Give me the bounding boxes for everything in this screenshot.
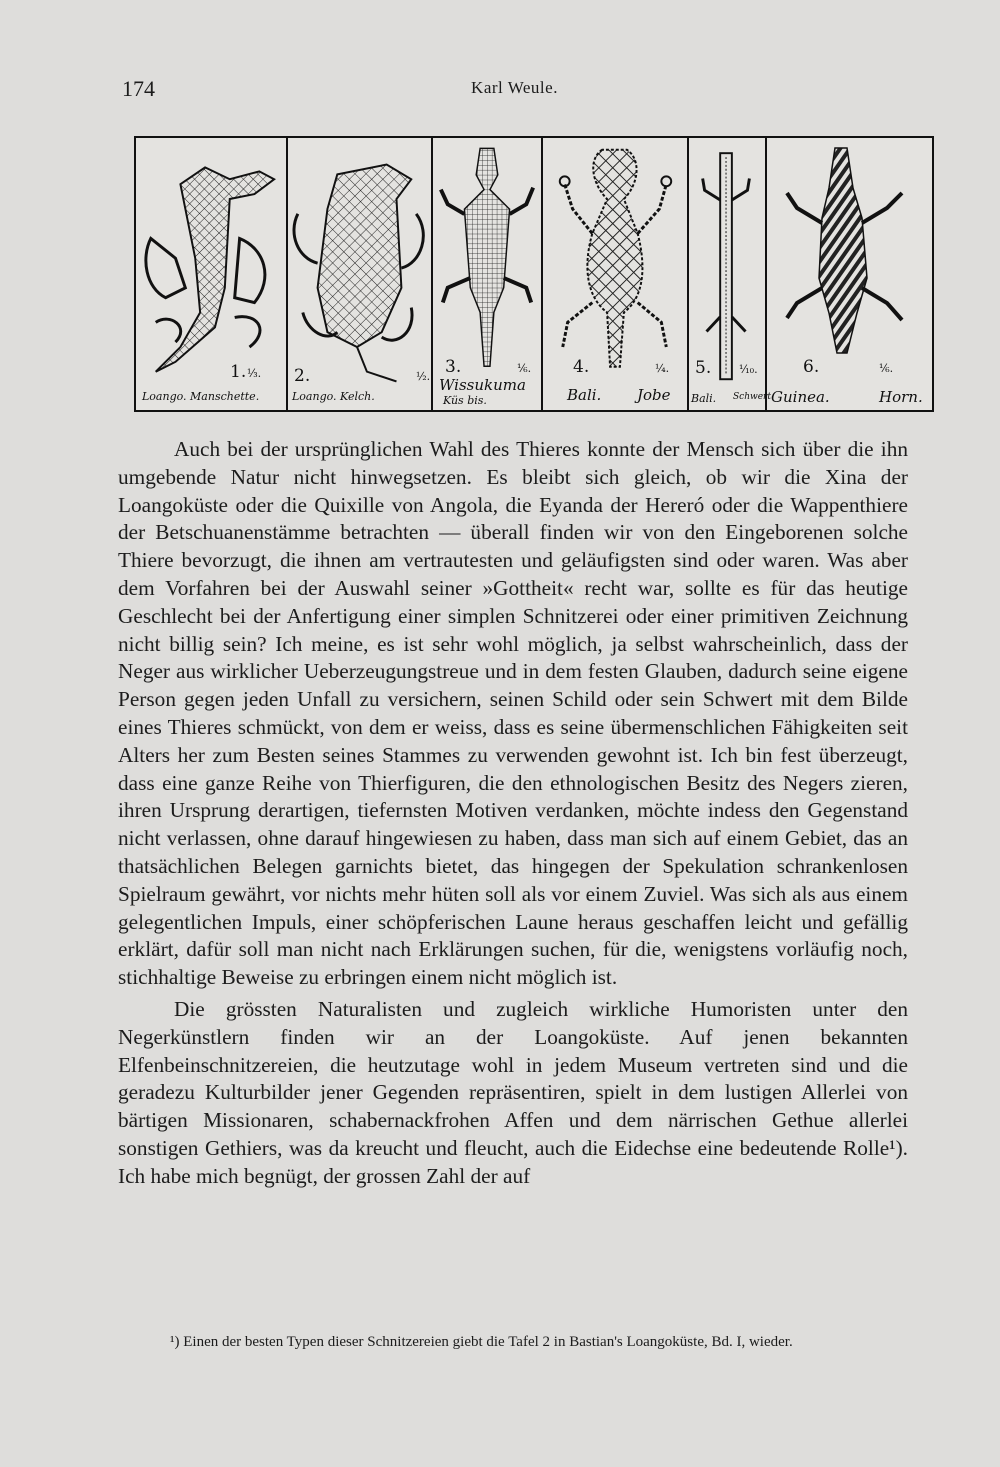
panel-3-scale: ⅙. [517,362,532,375]
paragraph-1: Auch bei der ursprünglichen Wahl des Thieres konnte der Mensch sich über die ihn umgebende Natur nicht hinwegsetzen. Es bleibt sich gleich, ob wir die Xina der Loangoküste oder die Quixille von Angola, die Eyanda der Hereró oder die Wappenthiere der Betschuanenstämme betrachten — überall finden wir von den Eingeborenen solche Thiere bevorzugt, die ihnen am vertrautesten und geläufigsten sind oder waren. Was aber dem Vorfahren bei der Auswahl seiner »Gottheit« recht war, sollte es für das heutige Geschlecht bei der Anfertigung einer simplen Schnitzerei oder einer primitiven Zeichnung nicht billig sein? Ich meine, es ist sehr wohl möglich, ja selbst wahrscheinlich, dass der Neger aus wirklicher Ueberzeugungstreue und in dem festen Glauben, dadurch seine eigene Person gegen jeden Unfall zu versichern, seinen Schild oder sein Schwert mit dem Bilde eines Thieres schmückt, von dem er weiss, dass es seine übermenschlichen Fähigkeiten seit Alters her zum Besten seines Stammes zu verwenden gewohnt ist. Ich bin fest überzeugt, dass eine ganze Reihe von Thierfiguren, die den ethnologischen Besitz des Negers zieren, ihren Ursprung derartigen, tiefernsten Motiven verdanken, möchte indess den Gegenstand nicht verlassen, ohne darauf hingewiesen zu haben, dass man sich auf einem Gebiet, das an thatsächlichen Belegen garnichts bietet, das hingegen der Spekulation schrankenlosen Spielraum gewährt, vor nichts mehr hüten soll als vor einem Zuviel. Was sich als aus einem gelegentlichen Impuls, einer schöpferischen Laune heraus geschaffen leicht und gefällig erklärt, dafür soll man nicht nach Erklärungen suchen, für die, wenigstens vorläufig noch, stichhaltige Beweise zu erbringen einem nicht möglich ist. [118,437,908,990]
figure-panel-3 [433,138,543,410]
figure-panel-1 [136,138,288,410]
panel-4-place-right: Jobe [637,386,671,404]
figure-panel-2 [288,138,433,410]
panel-6-number: 6. [803,357,820,377]
panel-1-number: 1. [230,362,247,382]
panel-1-place: Loango. Manschette. [142,390,260,403]
panel-6-scale: ⅙. [879,362,894,375]
panel-5-scale: ⅒. [739,363,758,376]
panel-3-place-bottom: Küs bis. [443,394,487,407]
page-header [122,76,907,106]
body-text [118,436,908,1191]
lizard-drawing-1 [136,138,286,410]
panel-5-place-right: Schwert [733,392,771,402]
panel-2-number: 2. [294,366,311,386]
running-head: Karl Weule. [471,78,558,97]
panel-6-place-left: Guinea. [771,388,830,406]
panel-3-number: 3. [445,357,462,377]
panel-2-place: Loango. Kelch. [292,390,375,403]
figure-panel-4 [543,138,689,410]
panel-4-number: 4. [573,357,590,377]
figure-panel-5 [689,138,771,410]
panel-6-place-right: Horn. [879,388,923,406]
panel-4-place-left: Bali. [567,386,602,404]
lizard-figure-plate [134,136,934,412]
panel-4-scale: ¼. [655,362,670,375]
page-number: 174 [122,76,155,101]
panel-5-number: 5. [695,358,712,378]
panel-2-scale: ½. [416,370,431,383]
panel-1-scale: ⅓. [247,367,262,380]
footnote: ¹) Einen der besten Typen dieser Schnitzereien giebt die Tafel 2 in Bastian's Loangoküste, Bd. I, wieder. [170,1334,793,1350]
lizard-drawing-6 [767,138,932,410]
panel-3-place-top: Wissukuma [439,376,526,394]
panel-5-place-left: Bali. [691,392,717,405]
paragraph-2: Die grössten Naturalisten und zugleich wirkliche Humoristen unter den Negerkünstlern finden wir an der Loangoküste. Auf jenen bekannten Elfenbeinschnitzereien, die heutzutage wohl in jedem Museum vertreten sind und die geradezu Kulturbilder jener Gegenden repräsentiren, spielt in dem lustigen Allerlei von bärtigen Missionaren, schabernackfrohen Affen und dem närrischen Gethue allerlei sonstigen Gethiers, was da kreucht und fleucht, auch die Eidechse eine bedeutende Rolle¹). Ich habe mich begnügt, der grossen Zahl der auf [118,996,908,1188]
figure-panel-6 [767,138,932,410]
